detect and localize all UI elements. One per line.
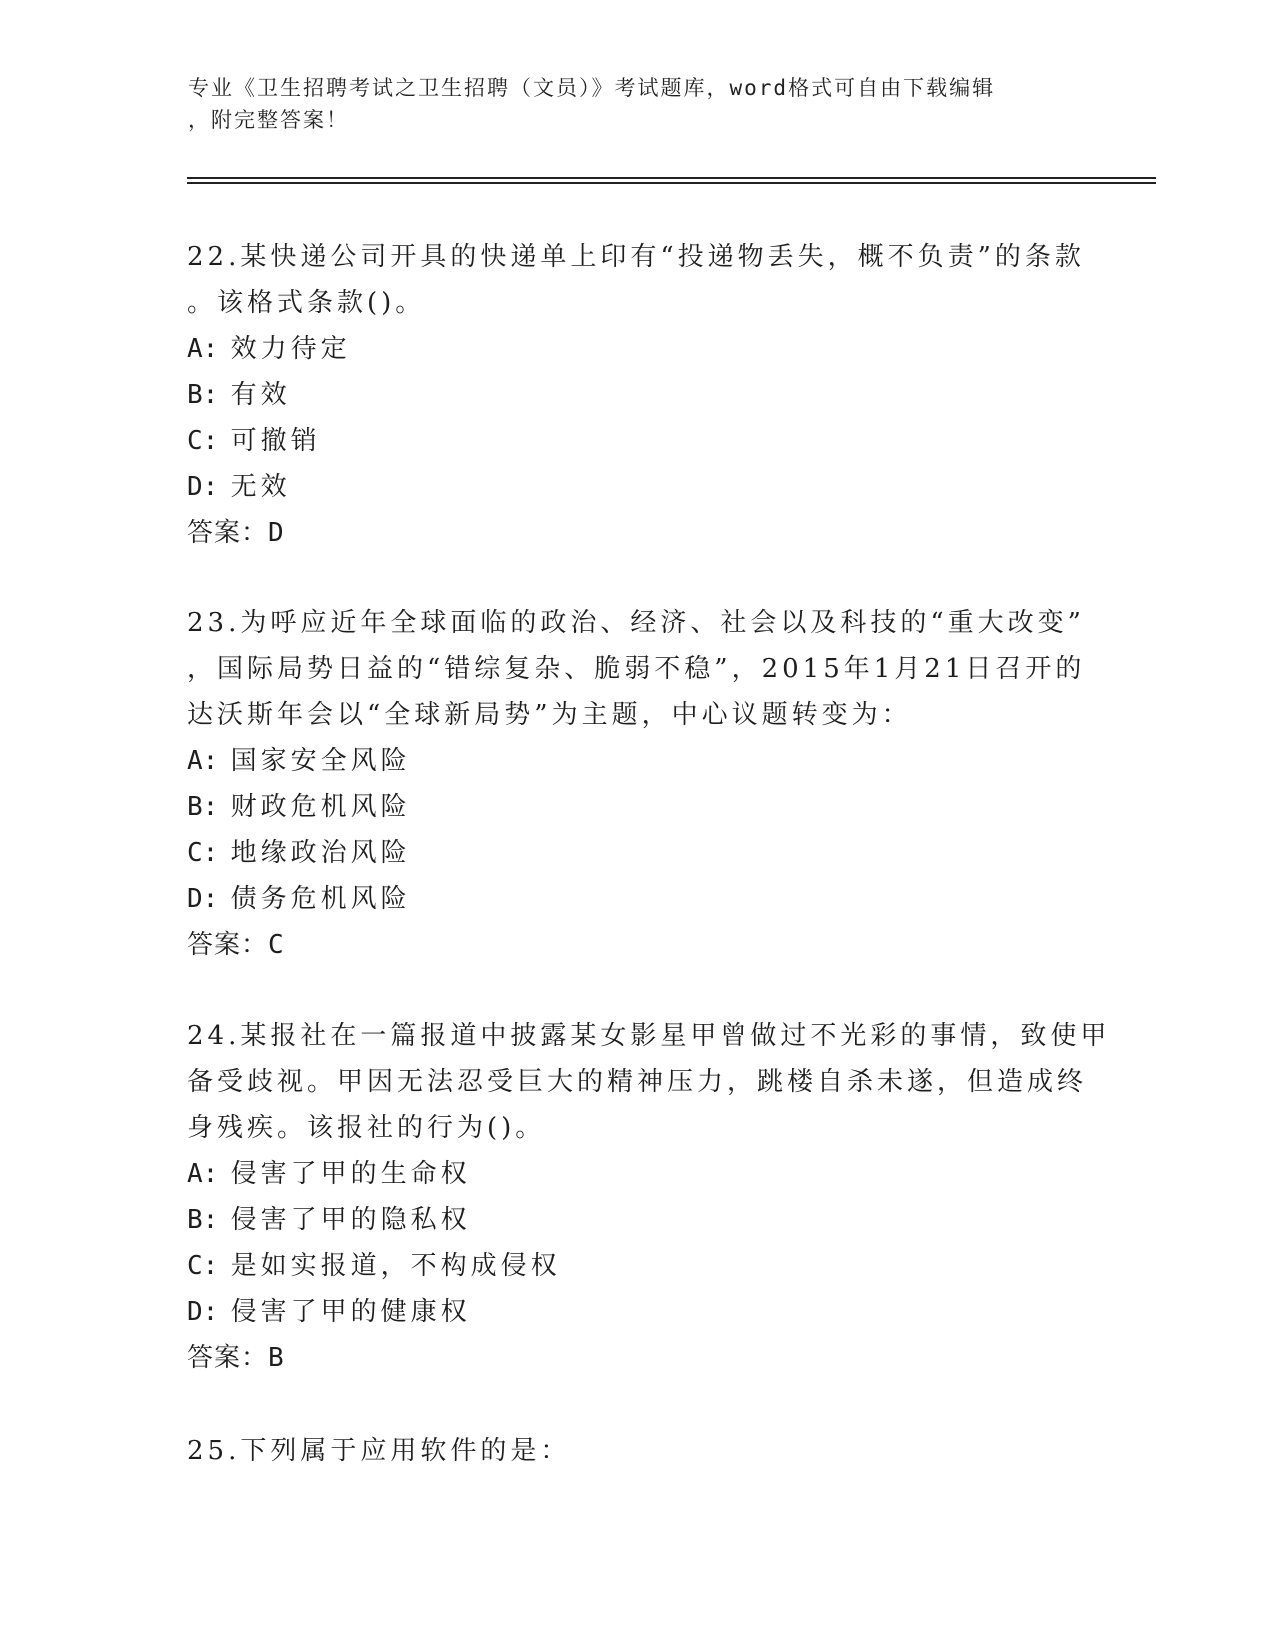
question-23-line-1: 23.为呼应近年全球面临的政治、经济、社会以及科技的“重大改变”	[187, 608, 1085, 638]
question-24-line-3: 身残疾。该报社的行为()。	[187, 1113, 546, 1143]
question-24-option-c: C: 是如实报道，不构成侵权	[187, 1251, 561, 1281]
question-23-answer: 答案：C	[187, 930, 285, 960]
question-24-answer: 答案：B	[187, 1343, 285, 1373]
question-23-line-2: ，国际局势日益的“错综复杂、脆弱不稳”，2015年1月21日召开的	[187, 654, 1086, 684]
question-23	[187, 600, 1087, 968]
question-24	[187, 1013, 1111, 1381]
question-24-option-d: D: 侵害了甲的健康权	[187, 1297, 471, 1327]
question-22-line-1: 22.某快递公司开具的快递单上印有“投递物丢失，概不负责”的条款	[187, 242, 1085, 272]
question-25-line-1: 25.下列属于应用软件的是：	[187, 1436, 571, 1466]
question-22-line-2: 。该格式条款()。	[187, 288, 426, 318]
question-23-line-3: 达沃斯年会以“全球新局势”为主题，中心议题转变为：	[187, 700, 912, 730]
question-23-option-c: C: 地缘政治风险	[187, 838, 411, 868]
question-25	[187, 1428, 1087, 1474]
header-line-2: ，附完整答案！	[188, 108, 349, 132]
question-24-option-a: A: 侵害了甲的生命权	[187, 1159, 471, 1189]
question-22-option-b: B: 有效	[187, 380, 291, 410]
question-22-option-c: C: 可撤销	[187, 426, 321, 456]
question-23-option-d: D: 债务危机风险	[187, 884, 411, 914]
question-22	[187, 234, 1087, 556]
question-22-option-d: D: 无效	[187, 472, 291, 502]
header-divider-bottom	[187, 182, 1156, 184]
question-23-option-b: B: 财政危机风险	[187, 792, 411, 822]
question-23-option-a: A: 国家安全风险	[187, 746, 411, 776]
header-divider-top	[187, 177, 1156, 179]
question-24-line-2: 备受歧视。甲因无法忍受巨大的精神压力，跳楼自杀未遂，但造成终	[187, 1067, 1088, 1097]
question-22-option-a: A: 效力待定	[187, 334, 351, 364]
question-22-answer: 答案：D	[187, 518, 285, 548]
question-24-line-1: 24.某报社在一篇报道中披露某女影星甲曾做过不光彩的事情，致使甲	[187, 1021, 1111, 1051]
document-header	[188, 72, 1088, 136]
header-line-1: 专业《卫生招聘考试之卫生招聘（文员）》考试题库，word格式可自由下载编辑	[188, 76, 996, 100]
question-24-option-b: B: 侵害了甲的隐私权	[187, 1205, 471, 1235]
